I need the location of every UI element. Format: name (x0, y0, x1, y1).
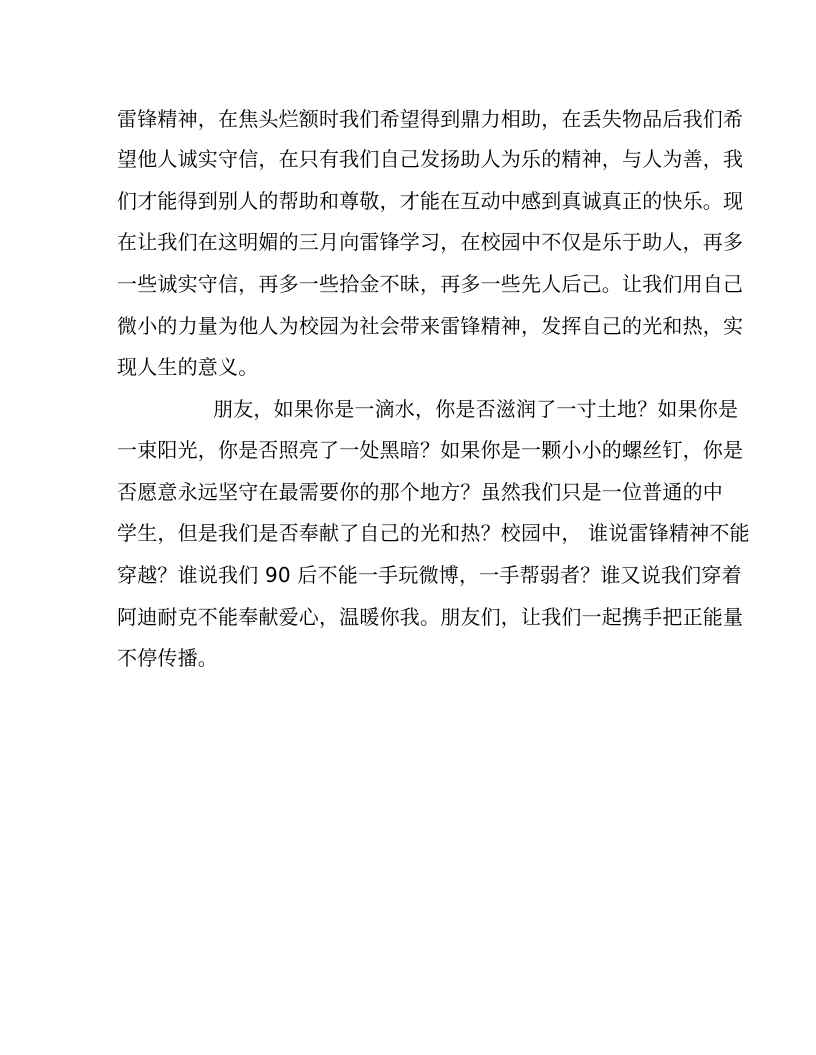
text-line: 一些诚实守信，再多一些拾金不昧，再多一些先人后己。让我们用自己 (117, 272, 744, 296)
text-line: 望他人诚实守信，在只有我们自己发扬助人为乐的精神，与人为善，我 (117, 147, 744, 171)
text-line: 现人生的意义。 (117, 355, 259, 379)
text-line: 阿迪耐克不能奉献爱心，温暖你我。朋友们，让我们一起携手把正能量 (117, 605, 744, 629)
text-line: 微小的力量为他人为校园为社会带来雷锋精神，发挥自己的光和热，实 (117, 314, 744, 338)
text-line: 一束阳光，你是否照亮了一处黑暗？如果你是一颗小小的螺丝钉，你是 (117, 438, 744, 462)
text-line: 穿越？谁说我们 90 后不能一手玩微博，一手帮弱者？谁又说我们穿着 (117, 563, 742, 587)
text-line: 们才能得到别人的帮助和尊敬，才能在互动中感到真诚真正的快乐。现 (117, 189, 744, 213)
text-line: 不停传播。 (117, 646, 218, 670)
text-line: 朋友，如果你是一滴水，你是否滋润了一寸土地？如果你是 (213, 397, 739, 421)
text-line: 在让我们在这明媚的三月向雷锋学习，在校园中不仅是乐于助人，再多 (117, 230, 744, 254)
text-line: 雷锋精神，在焦头烂额时我们希望得到鼎力相助，在丢失物品后我们希 (117, 107, 744, 131)
text-line: 否愿意永远坚守在最需要你的那个地方？虽然我们只是一位普通的中 (117, 480, 723, 504)
text-line: 学生，但是我们是否奉献了自己的光和热？校园中， 谁说雷锋精神不能 (117, 521, 750, 545)
